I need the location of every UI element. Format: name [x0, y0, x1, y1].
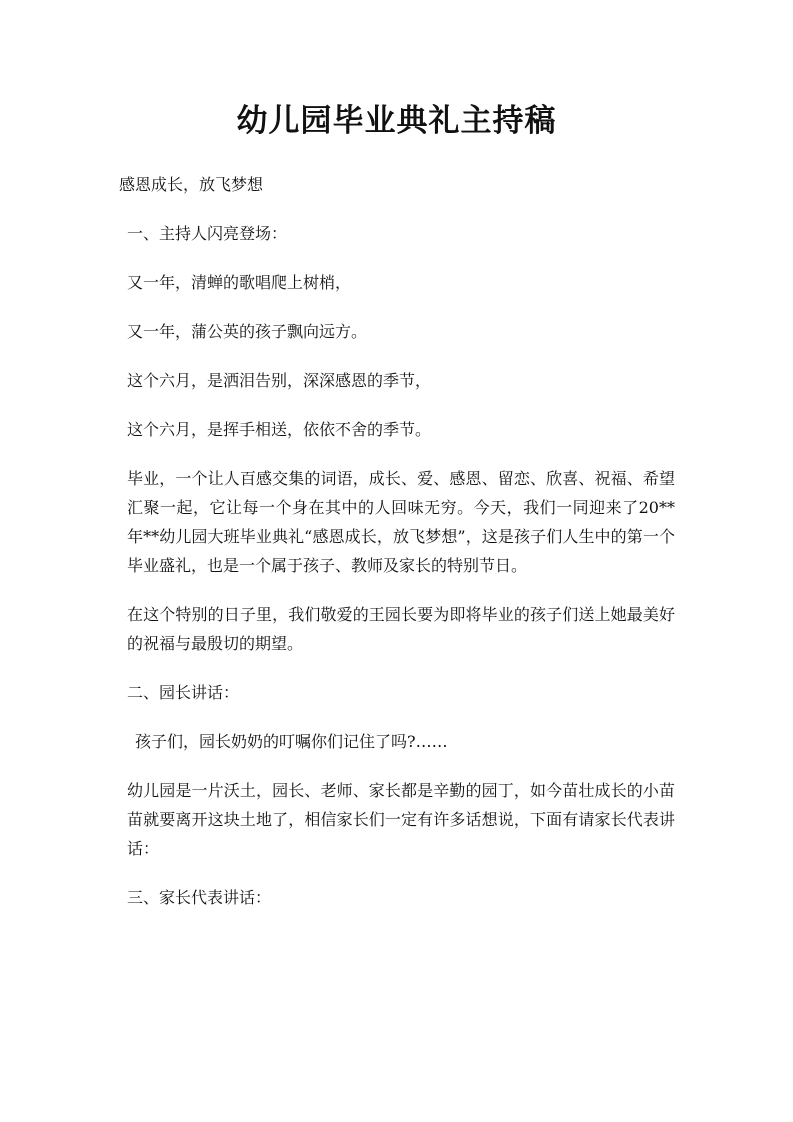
- section-heading-host-entrance: 一、主持人闪亮登场：: [127, 224, 288, 243]
- section-heading-parent-speech: 三、家长代表讲话：: [127, 888, 272, 907]
- paragraph: 又一年，清蝉的歌唱爬上树梢，: [127, 273, 352, 292]
- section-heading-principal-speech: 二、园长讲话：: [127, 683, 240, 702]
- document-body: [119, 170, 675, 932]
- paragraph: 幼儿园是一片沃土，园长、老师、家长都是辛勤的园丁，如今苗壮成长的小苗苗就要离开这块土地了，相信家长们一定有许多话想说，下面有请家长代表讲话：: [127, 781, 675, 858]
- paragraph: 孩子们，园长奶奶的叮嘱你们记住了吗?……: [135, 732, 448, 751]
- paragraph: 又一年，蒲公英的孩子飘向远方。: [127, 322, 368, 341]
- paragraph: 这个六月，是洒泪告别，深深感恩的季节，: [127, 371, 432, 390]
- subtitle-paragraph: 感恩成长，放飞梦想: [119, 175, 264, 194]
- paragraph: 在这个特别的日子里，我们敬爱的王园长要为即将毕业的孩子们送上她最美好的祝福与最殷切的期望。: [127, 605, 675, 653]
- paragraph: 这个六月，是挥手相送，依依不舍的季节。: [127, 420, 432, 439]
- paragraph: 毕业，一个让人百感交集的词语，成长、爱、感恩、留恋、欣喜、祝福、希望汇聚一起，它让每一个身在其中的人回味无穷。今天，我们一同迎来了20**年**幼儿园大班毕业典礼“感恩成长，放飞梦想”，这是孩子们人生中的第一个毕业盛礼，也是一个属于孩子、教师及家长的特别节日。: [127, 469, 675, 575]
- document-title: 幼儿园毕业典礼主持稿: [236, 103, 557, 139]
